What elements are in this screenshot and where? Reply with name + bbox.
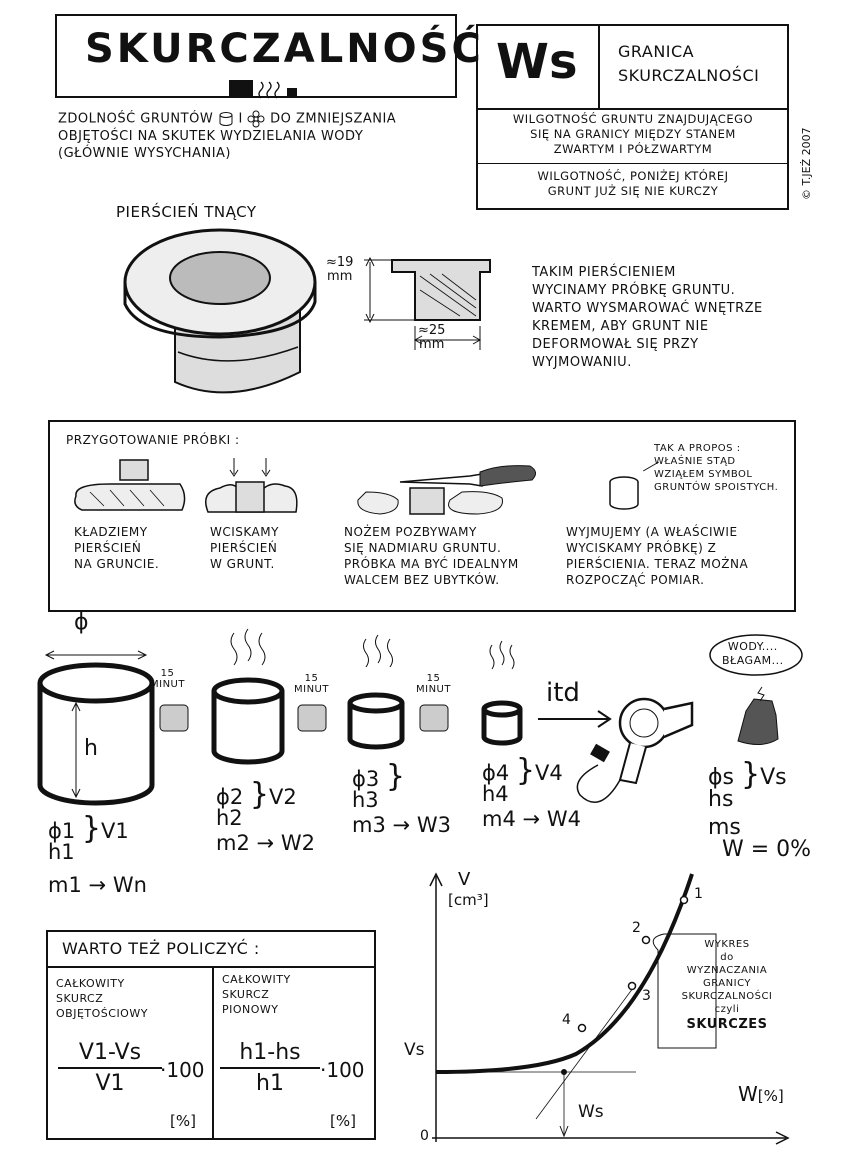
ring-height-value: ≈19 [326, 255, 354, 270]
ring-note-line: WYJMOWANIU. [532, 355, 632, 370]
data-point [579, 1025, 586, 1032]
formula-name-line: OBJĘTOŚCIOWY [56, 1007, 148, 1020]
ring-width-value: ≈25 [418, 323, 446, 338]
chart-ws-marker: Ws [578, 1102, 604, 1122]
sample-s-labels: ϕs }Vs hs ms W = 0% [708, 757, 812, 862]
sample-1-labels: ϕ1 }V1 h1 m1 → Wn [48, 811, 147, 897]
sample-volume: V1 [101, 819, 129, 843]
ws-definition-1 [488, 112, 778, 157]
prep-step-line: WYJMUJEMY (A WŁAŚCIWIE [566, 525, 738, 539]
chart-note-line: SKURCZALNOŚCI [681, 991, 773, 1002]
ring-width-unit: mm [419, 337, 445, 352]
sample-3-labels: ϕ3 } h3 m3 → W3 [352, 759, 451, 837]
sample-phi: ϕ3 [352, 767, 380, 791]
ring-label: PIERŚCIEŃ TNĄCY [116, 203, 257, 221]
copyright: © T.JEŻ 2007 [800, 127, 813, 200]
timer-value: 15 [426, 673, 441, 684]
sample-phi: ϕs [708, 765, 734, 790]
sample-moisture: W3 [416, 813, 451, 837]
point-label: 4 [562, 1012, 571, 1028]
sample-moisture: W = 0% [722, 837, 812, 862]
arrow: → [88, 873, 107, 897]
chart-ylabel [448, 870, 489, 910]
chart-xlabel [738, 1082, 784, 1106]
prep-step-line: PIERŚCIEŃ [74, 541, 142, 555]
data-point [681, 897, 688, 904]
prep-step-1 [74, 524, 159, 572]
timer-unit: MINUT [416, 684, 451, 695]
sample-mass: m2 [216, 831, 250, 855]
diameter-symbol: ϕ [74, 610, 89, 635]
ws-box [476, 24, 789, 210]
sample-height: h1 [48, 840, 75, 864]
formulas-title: WARTO TEŻ POLICZYĆ : [62, 939, 260, 958]
formula-numerator: h1-hs [239, 1040, 301, 1065]
definition-part: OBJĘTOŚCI NA SKUTEK WYDZIELANIA WODY [58, 129, 364, 144]
definition [58, 110, 468, 162]
sample-2-labels: ϕ2 }V2 h2 m2 → W2 [216, 777, 315, 855]
ring-note-line: WARTO WYSMAROWAĆ WNĘTRZE [532, 301, 763, 316]
ring-width [418, 324, 445, 352]
prep-step-line: WYCISKAMY PRÓBKĘ) Z [566, 541, 717, 555]
ws-def-line: WILGOTNOŚĆ GRUNTU ZNAJDUJĄCEGO [512, 112, 754, 126]
prep-step-line: PIERŚCIENIA. TERAZ MOŻNA [566, 557, 749, 571]
vertical-formula [220, 1040, 320, 1096]
vertical-shrinkage-name [222, 972, 291, 1017]
ws-def-line: SIĘ NA GRANICY MIĘDZY STANEM [530, 127, 736, 141]
tangent-line [536, 984, 636, 1119]
sample-volume: V2 [269, 785, 297, 809]
prep-step-4 [566, 524, 748, 588]
speech-bubble [722, 640, 784, 668]
ring-note-line: DEFORMOWAŁ SIĘ PRZY [532, 337, 699, 352]
sample-height: h4 [482, 782, 509, 806]
prep-step-line: ROZPOCZĄĆ POMIAR. [566, 573, 705, 587]
formula-denominator: V1 [95, 1071, 125, 1096]
prep-box [48, 420, 796, 612]
definition-part: DO ZMNIEJSZANIA [270, 111, 397, 127]
prep-steps-illustration [70, 452, 540, 522]
volumetric-formula [58, 1040, 162, 1096]
prep-step-line: PRÓBKA MA BYĆ IDEALNYM [344, 557, 519, 571]
formula-name-line: CAŁKOWITY [56, 977, 125, 990]
ws-name-line: GRANICA [618, 42, 695, 61]
chart-vs-marker: Vs [404, 1040, 425, 1060]
chart-note-line: czyli [714, 1004, 740, 1015]
timer-value: 15 [304, 673, 319, 684]
prep-step-line: NA GRUNCIE. [74, 557, 160, 571]
flower-icon [247, 110, 265, 128]
prep-step-line: PIERŚCIEŃ [210, 541, 278, 555]
ws-name [618, 40, 759, 88]
ws-symbol: Ws [496, 34, 578, 90]
timer-label [416, 673, 451, 695]
ws-def-line: ZWARTYM I PÓŁZWARTYM [553, 142, 713, 156]
arrow: → [256, 831, 275, 855]
formula-numerator: V1-Vs [78, 1040, 142, 1065]
chart-note-line: GRANICY [703, 978, 751, 989]
formula-name-line: SKURCZ [222, 988, 270, 1001]
sample-mass: m4 [482, 807, 516, 831]
prep-aside [654, 442, 778, 494]
shrinking-icon [225, 78, 325, 100]
definition-part: I [238, 111, 243, 127]
ring-cross-section [330, 250, 500, 365]
formula-unit: [%] [330, 1112, 356, 1130]
sample-cylinder-icon [604, 474, 644, 514]
chart-note [664, 938, 790, 1031]
sample-volume: Vs [760, 765, 787, 790]
timer-value: 15 [160, 668, 175, 679]
prep-step-line: WALCEM BEZ UBYTKÓW. [344, 573, 500, 587]
prep-step-line: WCISKAMY [210, 525, 279, 539]
formula-name-line: CAŁKOWITY [222, 973, 291, 986]
chart-note-line: WYKRES [704, 939, 750, 950]
ring-height-unit: mm [327, 269, 353, 284]
sample-phi: ϕ2 [216, 785, 244, 809]
prep-aside-line: TAK A PROPOS : [654, 443, 741, 454]
definition-part: (GŁÓWNIE WYSYCHANIA) [58, 146, 231, 161]
ws-definition-2 [488, 169, 778, 199]
prep-step-3 [344, 524, 519, 588]
data-point [629, 983, 636, 990]
sample-mass: m1 [48, 873, 82, 897]
formula-name-line: SKURCZ [56, 992, 104, 1005]
sample-phi: ϕ4 [482, 761, 510, 785]
height-symbol: h [84, 736, 98, 761]
ring-note-line: TAKIM PIERŚCIENIEM [532, 265, 676, 280]
timer-label [294, 673, 329, 695]
page-title: SKURCZALNOŚĆ [85, 26, 484, 72]
formula-factor: ·100 [320, 1058, 365, 1082]
sample-phi: ϕ1 [48, 819, 76, 843]
formulas-box [46, 930, 376, 1140]
x-axis-label: W [738, 1082, 758, 1106]
prep-step-line: SIĘ NADMIARU GRUNTU. [344, 541, 502, 555]
y-axis-unit: [cm³] [448, 891, 489, 909]
sample-height: h3 [352, 788, 379, 812]
prep-aside-line: WZIĄŁEM SYMBOL [654, 469, 753, 480]
definition-part: ZDOLNOŚĆ GRUNTÓW [58, 111, 214, 127]
sample-mass: ms [708, 815, 741, 840]
timer-unit: MINUT [294, 684, 329, 695]
ring-note-line: KREMEM, ABY GRUNT NIE [532, 319, 709, 334]
prep-step-2 [210, 524, 279, 572]
volumetric-shrinkage-name [56, 976, 148, 1021]
sample-moisture: Wn [112, 873, 147, 897]
point-label: 2 [632, 920, 641, 936]
prep-aside-line: GRUNTÓW SPOISTYCH. [654, 482, 779, 493]
ws-symbol-cell [478, 26, 600, 110]
speech-line: WODY.... [727, 640, 778, 653]
point-label: 3 [642, 988, 651, 1004]
ws-name-line: SKURCZALNOŚCI [618, 66, 760, 85]
prep-aside-line: WŁAŚNIE STĄD [654, 456, 736, 467]
ring-note-line: WYCINAMY PRÓBKĘ GRUNTU. [532, 283, 736, 298]
cylinder-icon [218, 111, 234, 127]
prep-step-line: W GRUNT. [210, 557, 275, 571]
ring-note [532, 264, 763, 372]
arrow: → [522, 807, 541, 831]
sample-moisture: W4 [546, 807, 581, 831]
etc-label: itd [546, 678, 580, 708]
formula-denominator: h1 [256, 1071, 284, 1096]
prep-step-line: NOŻEM POZBYWAMY [344, 525, 477, 539]
arrow: → [392, 813, 411, 837]
sample-volume: V4 [535, 761, 563, 785]
formula-unit: [%] [170, 1112, 196, 1130]
chart-origin: 0 [420, 1128, 429, 1144]
chart-note-line: do [720, 952, 734, 963]
formula-name-line: PIONOWY [222, 1003, 279, 1016]
y-axis-label: V [458, 869, 471, 890]
sample-mass: m3 [352, 813, 386, 837]
ring-illustration [120, 222, 320, 402]
x-axis-unit: [%] [757, 1087, 784, 1105]
sample-moisture: W2 [280, 831, 315, 855]
ring-height [326, 256, 353, 284]
data-point [561, 1069, 567, 1075]
title-box [55, 14, 484, 98]
formula-factor: ·100 [160, 1058, 205, 1082]
ws-def-line: GRUNT JUŻ SIĘ NIE KURCZY [547, 184, 719, 198]
timer-unit: MINUT [150, 679, 185, 690]
sample-height: h2 [216, 806, 243, 830]
prep-title: PRZYGOTOWANIE PRÓBKI : [66, 433, 240, 447]
point-label: 1 [694, 886, 703, 902]
prep-step-line: KŁADZIEMY [74, 525, 148, 539]
chart-note-line: WYZNACZANIA [686, 965, 768, 976]
sample-height: hs [708, 787, 734, 812]
sample-4-labels: ϕ4 }V4 h4 m4 → W4 [482, 753, 581, 831]
chart-note-title: SKURCZES [686, 1017, 768, 1032]
timer-label [150, 668, 185, 690]
data-point [643, 937, 650, 944]
speech-line: BŁAGAM... [722, 654, 784, 667]
ws-def-line: WILGOTNOŚĆ, PONIŻEJ KTÓREJ [537, 169, 729, 183]
